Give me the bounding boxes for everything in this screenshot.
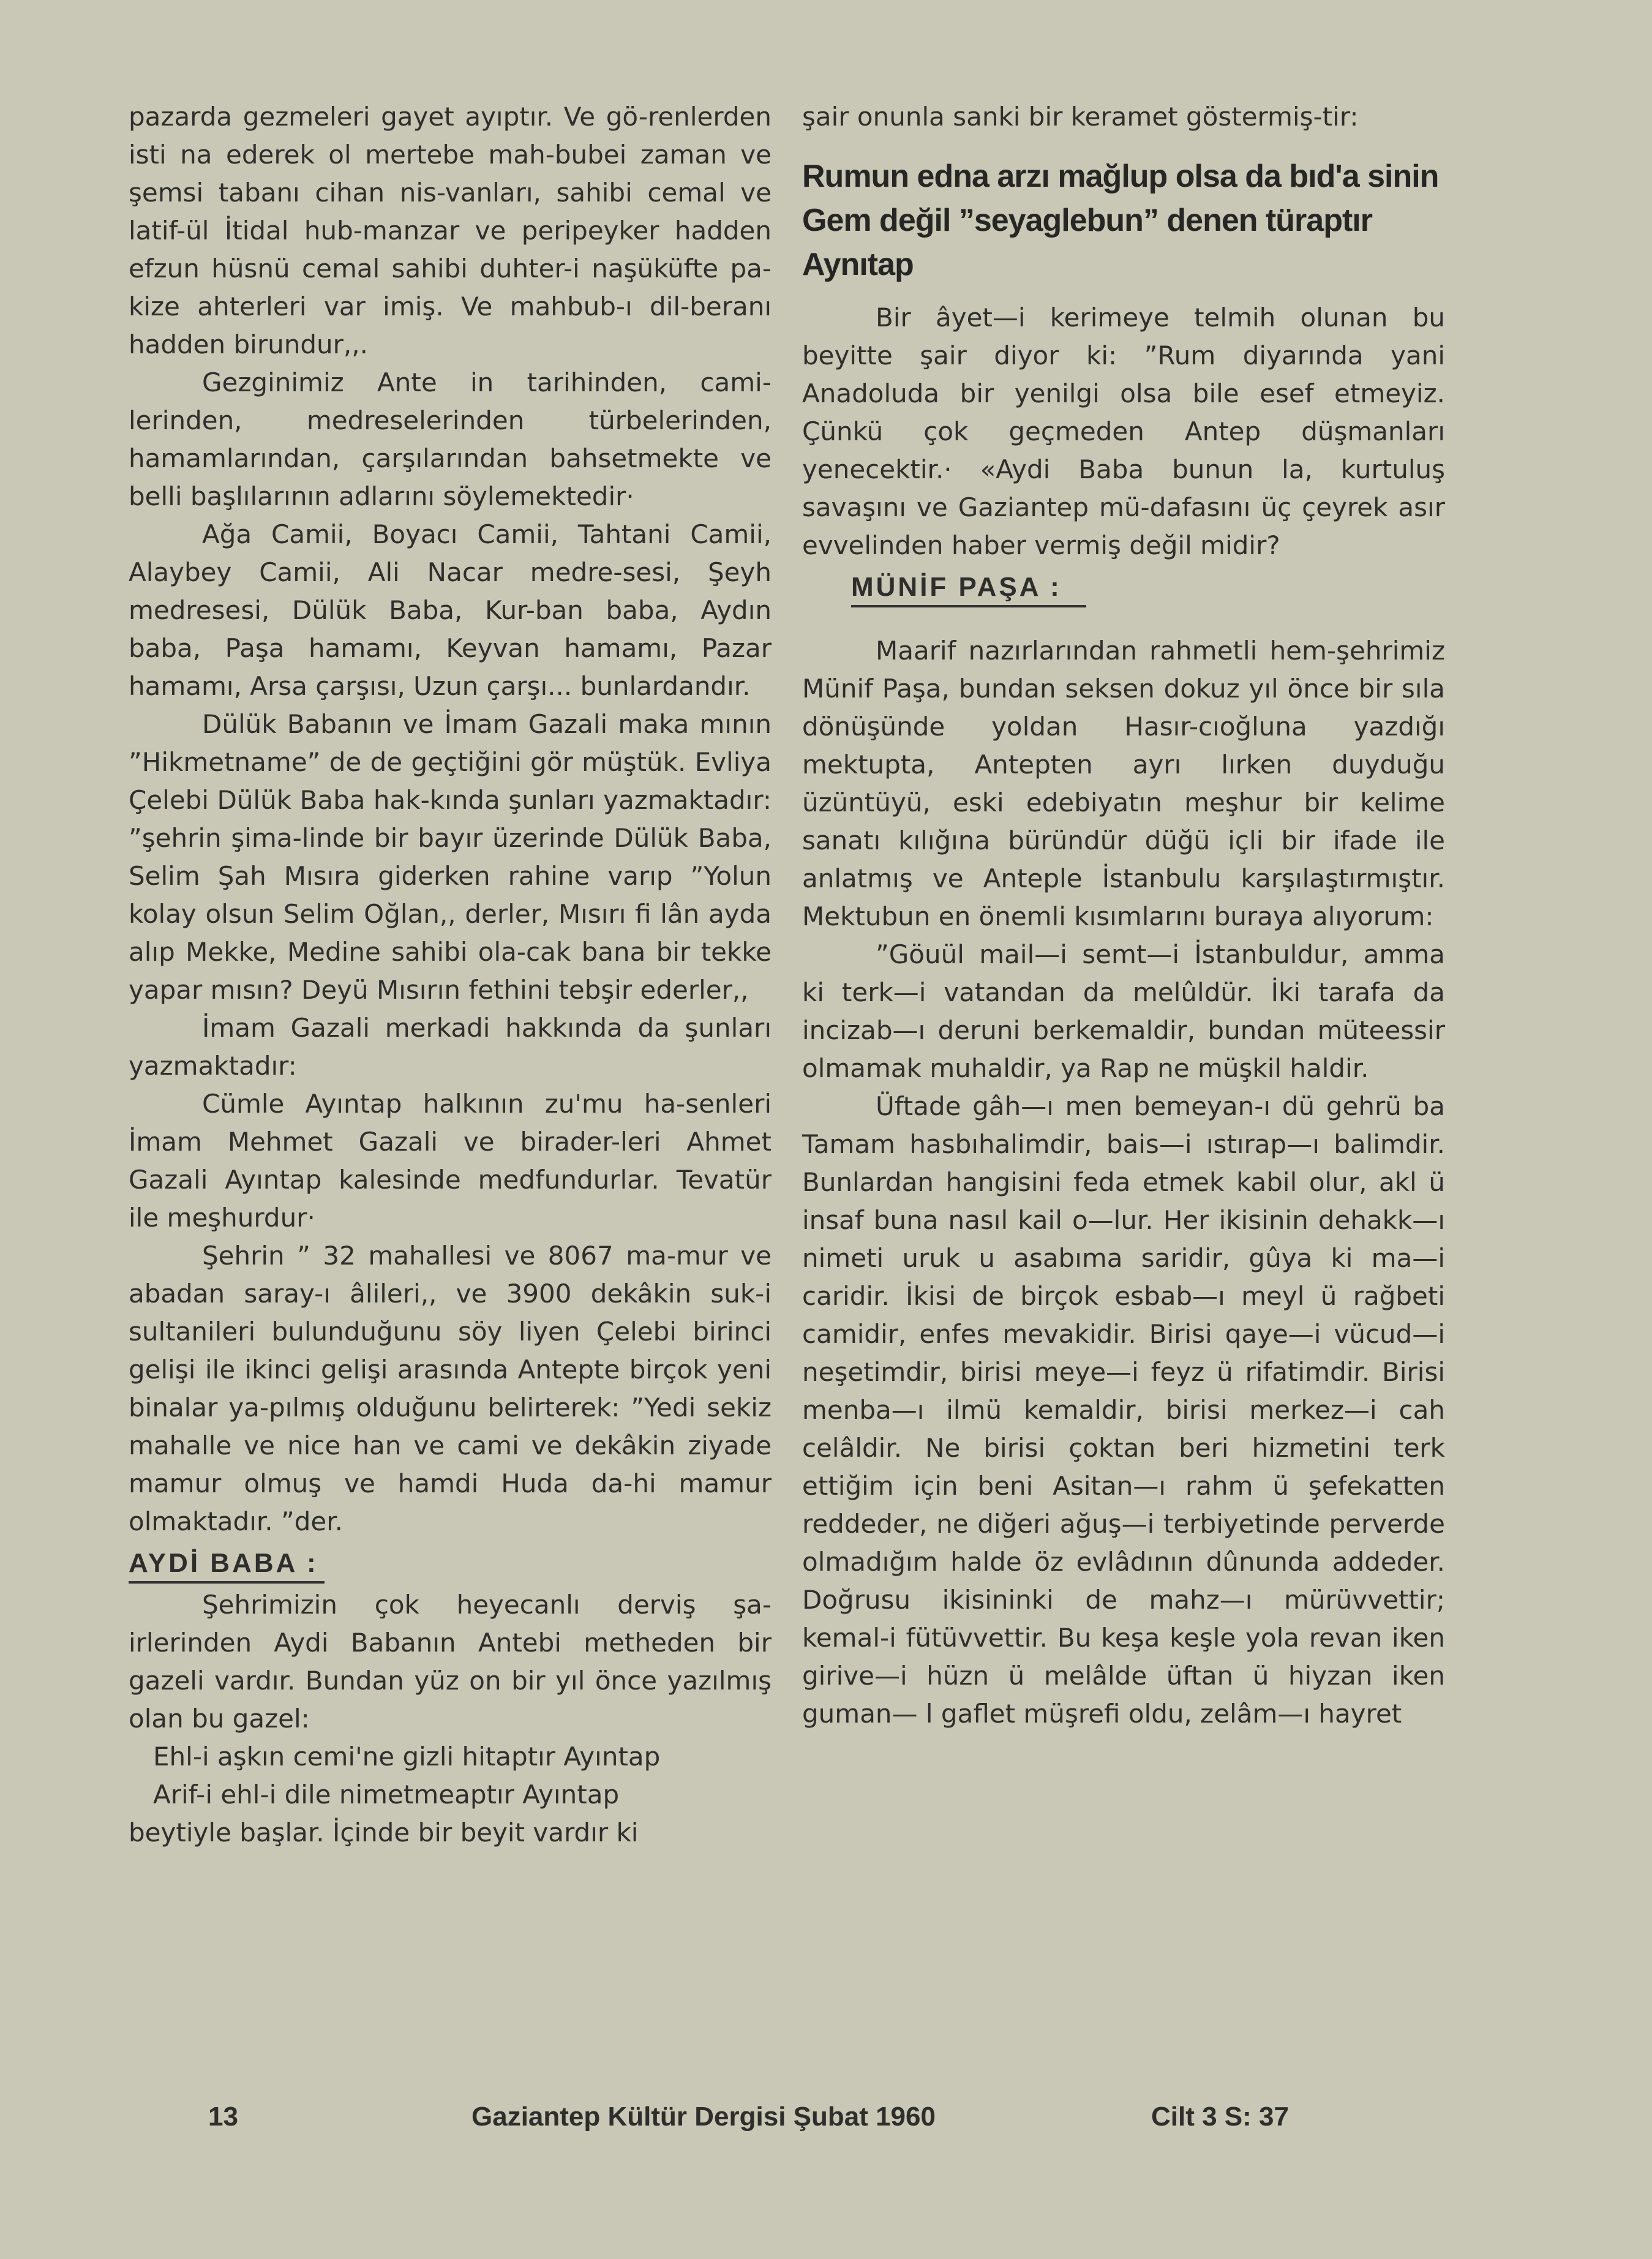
section-heading-munif-pasa: MÜNİF PAŞA :	[851, 568, 1086, 607]
paragraph: Gezginimiz Ante in tarihinden, cami-lerinden, medreselerinden türbelerinden, hamamlarından, çarşılarından bahsetmekte ve belli başlılarının adlarını söylemektedir·	[129, 367, 772, 511]
left-column	[129, 98, 772, 1852]
magazine-title: Gaziantep Kültür Dergisi Şubat 1960	[471, 2102, 936, 2132]
verse-line: Arif-i ehl-i dile nimetmeaptır Ayıntap	[153, 1780, 620, 1810]
right-column	[802, 98, 1445, 1733]
paragraph: pazarda gezmeleri gayet ayıptır. Ve gö-renlerden isti na ederek ol mertebe mah-bubei zaman ve şemsi tabanı cihan nis-vanları, sahibi cemal ve latif-ül İtidal hub-manzar ve peripeyker hadden efzun hüsnü cemal sahibi duhter-i naşüküfte pa-kize ahterleri var imiş. Ve mahbub-ı dil-beranı hadden birundur,,.	[129, 102, 772, 359]
paragraph: Maarif nazırlarından rahmetli hem-şehrimiz Münif Paşa, bundan seksen dokuz yıl önce bir sıla dönüşünde yoldan Hasır-cıoğluna yazdığı mektupta, Antepten ayrı lırken duyduğu üzüntüyü, eski edebiyatın meşhur bir kelime sanatı kılığına büründür düğü içli bir ifade ile anlatmış ve Anteple İstanbulu karşılaştırmıştır. Mektubun en önemli kısımlarını buraya alıyorum:	[802, 636, 1445, 931]
paragraph: Cümle Ayıntap halkının zu'mu ha-senleri İmam Mehmet Gazali ve birader-leri Ahmet Gazali Ayıntap kalesinde medfundurlar. Tevatür ile meşhurdur·	[129, 1089, 772, 1233]
paragraph: beytiyle başlar. İçinde bir beyit vardır ki	[129, 1817, 639, 1847]
verse-line: Ehl-i aşkın cemi'ne gizli hitaptır Ayıntap	[153, 1742, 661, 1772]
paragraph: Üftade gâh—ı men bemeyan-ı dü gehrü ba Tamam hasbıhalimdir, bais—i ıstırap—ı balimdir. Bunlardan hangisini feda etmek kabil olur, akl ü insaf buna nasıl kail o—lur. Her ikisinin dehakk—ı nimeti uruk u asabıma saridir, gûya ki ma—i caridir. İkisi de birçok esbab—ı meyl ü rağbeti camidir, enfes mevakidir. Birisi qaye—i vücud—i neşetimdir, birisi meye—i feyz ü rifatimdir. Birisi menba—ı ilmü kemaldir, birisi merkez—i cah celâldir. Ne birisi çoktan beri hizmetini terk ettiğim için beni Asitan—ı rahm ü şefekatten reddeder, ne diğeri ağuş—i terbiyetinde perverde olmadığım halde öz evlâdının dûnunda addeder. Doğrusu ikisininki de mahz—ı mürüvvettir; kemal-i fütüvvettir. Bu keşa keşle yola revan iken girive—i hüzn ü melâlde üftan ü hiyzan iken guman— l gaflet müşrefi oldu, zelâm—ı hayret	[802, 1091, 1445, 1729]
inscription-verse: Rumun edna arzı mağlup olsa da bıd'a sinin Gem değil ”seyaglebun” denen türaptır Aynıtap	[802, 159, 1439, 282]
paragraph: Şehrin ” 32 mahallesi ve 8067 ma-mur ve abadan saray-ı âlileri,, ve 3900 dekâkin suk-i sultanileri bulunduğunu söy liyen Çelebi birinci gelişi ile ikinci gelişi arasında Antepte birçok yeni binalar ya-pılmış olduğunu belirterek: ”Yedi sekiz mahalle ve nice han ve cami ve dekâkin ziyade mamur olmuş ve hamdi Huda da-hi mamur olmaktadır. ”der.	[129, 1241, 772, 1536]
paragraph: İmam Gazali merkadi hakkında da şunları yazmaktadır:	[129, 1013, 772, 1081]
paragraph: Dülük Babanın ve İmam Gazali maka mının ”Hikmetname” de de geçtiğini gör müştük. Evliya Çelebi Dülük Baba hak-kında şunları yazmaktadır: ”şehrin şima-linde bir bayır üzerinde Dülük Baba, Selim Şah Mısıra giderken rahine varıp ”Yolun kolay olsun Selim Oğlan,, derler, Mısırı fi lân ayda alıp Mekke, Medine sahibi ola-cak bana bir tekke yapar mısın? Deyü Mısırın fethini tebşir ederler,,	[129, 709, 772, 1005]
paragraph: Şehrimizin çok heyecanlı derviş şa-irlerinden Aydi Babanın Antebi metheden bir gazeli vardır. Bundan yüz on bir yıl önce yazılmış olan bu gazel:	[129, 1590, 772, 1734]
page-number: 13	[208, 2102, 238, 2132]
paragraph: şair onunla sanki bir keramet göstermiş-tir:	[802, 102, 1359, 132]
section-heading-aydi-baba: AYDİ BABA :	[129, 1544, 325, 1584]
paragraph: Bir âyet—i kerimeye telmih olunan bu beyitte şair diyor ki: ”Rum diyarında yani Anadoluda bir yenilgi olsa bile esef etmeyiz. Çünkü çok geçmeden Antep düşmanları yenecektir.· «Aydi Baba bunun la, kurtuluş savaşını ve Gaziantep mü-dafasını üç çeyrek asır evvelinden haber vermiş değil midir?	[802, 303, 1445, 560]
volume-issue: Cilt 3 S: 37	[1151, 2102, 1289, 2132]
paragraph: ”Göuül mail—i semt—i İstanbuldur, amma ki terk—i vatandan da melûldür. İki tarafa da incizab—ı deruni berkemaldir, bundan müteessir olmamak muhaldir, ya Rap ne müşkil haldir.	[802, 939, 1445, 1083]
paragraph: Ağa Camii, Boyacı Camii, Tahtani Camii, Alaybey Camii, Ali Nacar medre-sesi, Şeyh medresesi, Dülük Baba, Kur-ban baba, Aydın baba, Paşa hamamı, Keyvan hamamı, Pazar hamamı, Arsa çarşısı, Uzun çarşı... bunlardandır.	[129, 519, 772, 701]
